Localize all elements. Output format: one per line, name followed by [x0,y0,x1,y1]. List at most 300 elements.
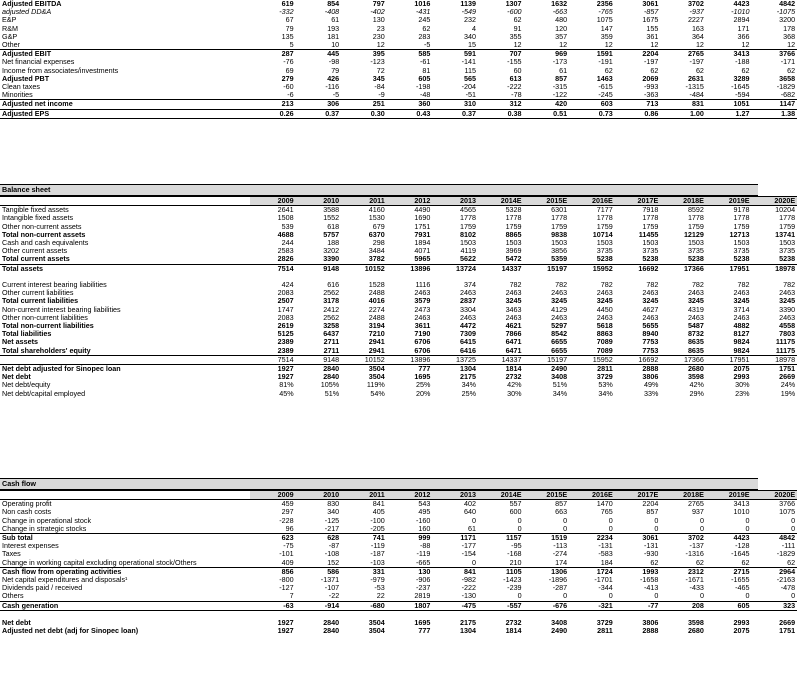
value-cell: -344 [598,583,613,593]
row-label: Income from associates/investments [2,65,119,75]
value-cell: 616 [327,280,340,290]
value-cell: 1778 [733,213,750,223]
income-row [0,41,797,50]
value-cell: 2715 [706,567,752,576]
value-cell: 1778 [459,213,476,223]
value-cell: 0.86 [615,109,661,118]
value-cell: 1591 [569,50,615,59]
value-cell: -1645 [731,549,750,559]
value-cell: 1751 [752,365,797,374]
balance-sheet-title: Balance sheet [0,184,758,196]
value-cell: 857 [646,507,659,517]
value-cell: -187 [370,549,385,559]
value-cell: 782 [646,280,659,290]
value-cell: 5618 [596,321,613,331]
income-row [0,100,797,109]
value-cell: 1157 [478,534,524,543]
row-label: Change in strategic stocks [2,523,87,533]
value-cell: 8635 [687,345,704,355]
value-cell: 3245 [596,296,613,306]
value-cell: -48 [419,90,431,100]
value-cell: 603 [569,100,615,109]
value-cell: 3806 [642,618,659,628]
value-cell: -154 [461,549,476,559]
value-cell: 12 [513,40,522,50]
value-cell: 2075 [706,365,752,374]
value-cell: -315 [552,82,568,92]
value-cell: 713 [615,100,661,109]
value-cell: -1316 [685,549,704,559]
value-cell: 19% [780,388,796,398]
value-cell: 2473 [414,304,431,314]
value-cell: 7866 [505,329,522,339]
value-cell: 1759 [505,221,522,231]
value-cell: 232 [463,15,476,25]
value-cell: 0 [654,591,659,601]
value-cell: 5 [289,40,294,50]
value-cell: 6706 [414,345,431,355]
value-cell: 2941 [368,345,385,355]
value-cell: 1075 [779,507,796,517]
row-label [0,610,250,619]
value-cell: 2490 [551,626,568,636]
value-cell: -615 [598,82,613,92]
value-cell: -119 [416,549,431,559]
value-cell: 4071 [414,246,431,256]
value-cell: -198 [415,82,431,92]
value-cell: 174 [555,557,568,567]
value-cell: 1508 [277,213,294,223]
value-cell: -1655 [731,575,750,585]
value-cell: 1778 [687,213,704,223]
value-cell: -155 [507,57,522,67]
row-label: Adjusted net debt (adj for Sinopec loan) [2,626,139,636]
value-cell: 623 [250,534,296,543]
value-cell: 3061 [615,534,661,543]
value-cell: -6 [287,90,294,100]
balance-row [0,390,797,398]
value-cell: 3579 [414,296,431,306]
value-cell: -100 [370,515,385,525]
value-cell: -413 [643,583,659,593]
value-cell: 2680 [660,365,706,374]
value-cell: 3729 [596,372,613,382]
value-cell: -1645 [731,82,750,92]
row-label: Other non-current liabilities [2,312,88,322]
value-cell: 310 [432,100,478,109]
value-cell: 4558 [779,321,796,331]
value-cell: 1778 [551,213,568,223]
balance-row [0,314,797,322]
value-cell: -204 [461,82,476,92]
value-cell: 62 [741,557,750,567]
value-cell: 6655 [551,345,568,355]
value-cell: -1075 [776,7,796,17]
row-label: Adjusted EBIT [0,50,250,59]
value-cell: -78 [511,90,522,100]
value-cell: 5297 [551,321,568,331]
row-label: Others [2,591,24,601]
value-cell: 5487 [687,321,704,331]
income-row [0,58,797,66]
value-cell: 1695 [414,372,431,382]
balance-row [0,381,797,389]
value-cell: -88 [419,541,431,551]
value-cell: 2837 [459,296,476,306]
value-cell: 178 [783,23,796,33]
value-cell: 51% [552,380,568,390]
year-header-cell: 2015E [524,491,570,500]
value-cell: -433 [689,583,704,593]
row-label: Net assets [2,337,38,347]
value-cell: 9824 [733,337,750,347]
value-cell: 22 [376,591,385,601]
value-cell: 2463 [687,288,704,298]
value-cell: 62 [604,65,613,75]
value-cell: -63 [250,601,296,610]
value-cell: -75 [283,541,294,551]
value-cell: 4842 [779,0,796,8]
value-cell: 591 [432,50,478,59]
value-cell: 61 [467,523,476,533]
value-cell: 663 [555,507,568,517]
value-cell: 0 [699,515,704,525]
value-cell: 3463 [505,304,522,314]
value-cell: 7514 [250,264,296,273]
value-cell: 2227 [687,15,704,25]
value-cell: 4882 [733,321,750,331]
balance-row [0,223,797,231]
value-cell: 424 [281,280,294,290]
value-cell: -76 [283,57,294,67]
value-cell: 5328 [505,205,522,215]
value-cell: 8863 [596,329,613,339]
value-cell: -937 [689,7,704,17]
value-cell: -1010 [731,7,750,17]
value-cell: -363 [643,90,659,100]
value-cell: 14337 [478,355,524,364]
value-cell: 4423 [733,0,750,8]
year-header-cell: 2013 [432,197,478,206]
value-cell: -61 [419,57,431,67]
value-cell: 2819 [414,591,431,601]
value-cell: 163 [691,23,704,33]
value-cell: 1519 [524,534,570,543]
value-cell: 12 [604,40,613,50]
value-cell: 312 [478,100,524,109]
value-cell: -101 [279,549,294,559]
value-cell: 30% [507,388,522,398]
value-cell: 565 [463,73,476,83]
value-cell: 2463 [459,312,476,322]
value-cell: 3735 [779,246,796,256]
value-cell: 345 [372,73,385,83]
row-label: Cash generation [0,601,250,610]
value-cell: 9824 [733,345,750,355]
cashflow-row [0,576,797,584]
value-cell: 405 [372,507,385,517]
value-cell: 1759 [596,221,613,231]
value-cell: 1552 [323,213,340,223]
value-cell: 741 [341,534,387,543]
value-cell: 3735 [687,246,704,256]
value-cell: 0 [654,523,659,533]
value-cell: 81% [279,380,294,390]
value-cell: 4842 [752,534,797,543]
value-cell: 3061 [642,0,659,8]
value-cell: 10152 [341,264,387,273]
value-cell: 34% [598,388,613,398]
value-cell: -663 [552,7,568,17]
value-cell: 3766 [779,499,796,509]
value-cell: -171 [780,57,796,67]
row-label: Adjusted PBT [2,73,50,83]
value-cell: -84 [374,82,385,92]
value-cell: 33% [643,388,659,398]
year-header-cell: 2018E [660,491,706,500]
value-cell: 782 [691,280,704,290]
value-cell: 2083 [277,288,294,298]
value-cell: 251 [341,100,387,109]
value-cell: 1528 [368,280,385,290]
value-cell: 0 [517,523,522,533]
value-cell: -51 [465,90,476,100]
value-cell: 2840 [323,626,340,636]
value-cell: 3245 [505,296,522,306]
value-cell: -1701 [594,575,613,585]
value-cell: 1075 [596,15,613,25]
value-cell: 2631 [687,73,704,83]
value-cell: -676 [524,601,570,610]
value-cell: 4423 [706,534,752,543]
value-cell: 765 [600,507,613,517]
value-cell: -2163 [776,575,796,585]
value-cell: 1503 [779,238,796,248]
value-cell: 17366 [660,355,706,364]
row-label: Other non-current assets [2,221,82,231]
value-cell: 3735 [642,246,659,256]
value-cell: 62 [741,65,750,75]
value-cell: 4565 [459,205,476,215]
row-label: Operating profit [2,499,52,509]
value-cell: 3504 [368,626,385,636]
income-row [0,75,797,83]
year-header-cell: 2014E [478,491,524,500]
value-cell: -465 [735,583,750,593]
value-cell: 1927 [277,372,294,382]
value-cell: 0.43 [387,109,433,118]
value-cell: 3245 [687,296,704,306]
value-cell: 2075 [733,626,750,636]
value-cell: 2811 [569,365,615,374]
year-header-cell: 2019E [706,491,752,500]
value-cell: 3289 [733,73,750,83]
value-cell: 34% [552,388,568,398]
value-cell: 135 [281,31,294,41]
value-cell: 3408 [551,618,568,628]
value-cell: -127 [279,583,294,593]
value-cell: 8592 [687,205,704,215]
value-cell: -583 [598,549,613,559]
row-label: Cash flow from operating activities [0,567,250,576]
value-cell: 147 [600,23,613,33]
balance-row [0,273,797,281]
value-cell: 2312 [660,567,706,576]
value-cell: 2356 [596,0,613,8]
value-cell: 5655 [642,321,659,331]
value-cell: 3714 [733,304,750,314]
value-cell: 937 [691,507,704,517]
row-label: Total non-current liabilities [2,321,94,331]
income-row [0,8,797,16]
value-cell: 5238 [596,254,613,264]
value-cell: -402 [370,7,385,17]
value-cell: 13741 [775,229,796,239]
value-cell: 2463 [733,312,750,322]
value-cell: 8865 [505,229,522,239]
value-cell: 7 [289,591,294,601]
value-cell: 3588 [323,205,340,215]
value-cell: 2765 [660,50,706,59]
value-cell: 1927 [277,618,294,628]
value-cell: 0 [517,515,522,525]
value-cell: 23 [376,23,385,33]
value-cell: 340 [327,507,340,517]
value-cell: 15 [467,40,476,50]
value-cell: 15952 [569,264,615,273]
value-cell: 4490 [414,205,431,215]
value-cell: 2583 [277,246,294,256]
value-cell: 5238 [779,254,796,264]
value-cell: 0 [563,591,568,601]
value-cell: 2204 [615,50,661,59]
row-label: Net capital expenditures and disposals¹ [2,575,128,585]
value-cell: 3413 [706,50,752,59]
value-cell: 4627 [642,304,659,314]
income-row [0,109,797,118]
value-cell: 1503 [505,238,522,248]
value-cell: 7803 [779,329,796,339]
value-cell: 96 [285,523,294,533]
value-cell: 8102 [459,229,476,239]
row-label: R&M [2,23,18,33]
row-label: Adjusted EBITDA [2,0,62,8]
year-header-cell: 2020E [752,197,797,206]
value-cell: -1829 [776,549,796,559]
value-cell: 210 [509,557,522,567]
value-cell: -95 [511,541,522,551]
value-cell: 29% [689,388,704,398]
value-cell: 8542 [551,329,568,339]
value-cell: 0 [745,591,750,601]
value-cell: 62 [650,557,659,567]
value-cell: 2234 [569,534,615,543]
value-cell: 3245 [642,296,659,306]
value-cell: 782 [555,280,568,290]
value-cell: 2488 [368,312,385,322]
value-cell: 245 [418,15,431,25]
value-cell: 1675 [642,15,659,25]
value-cell: 1.00 [660,109,706,118]
value-cell: 3245 [733,296,750,306]
value-cell: 2562 [323,312,340,322]
value-cell: 2463 [551,312,568,322]
value-cell: 969 [524,50,570,59]
value-cell: -1829 [776,82,796,92]
row-label: Other current assets [2,246,68,256]
value-cell: 6416 [459,345,476,355]
cashflow-year-header [0,491,797,500]
value-cell: 2765 [687,499,704,509]
value-cell: 3658 [779,73,796,83]
value-cell: 323 [752,601,797,610]
value-cell: -111 [781,541,796,551]
value-cell: 2888 [642,626,659,636]
value-cell: 2069 [642,73,659,83]
value-cell: 25% [461,388,476,398]
income-statement-section [0,0,796,119]
value-cell: 14337 [478,264,524,273]
row-label: Total current assets [2,254,70,264]
value-cell: 4 [471,23,476,33]
value-cell: -119 [370,541,385,551]
value-cell: 1759 [733,221,750,231]
year-header-cell: 2009 [250,491,296,500]
income-statement-table [0,0,797,119]
value-cell: -87 [328,541,340,551]
balance-row [0,239,797,247]
value-cell: 2993 [733,372,750,382]
value-cell: 3504 [368,618,385,628]
value-cell: 2463 [642,312,659,322]
value-cell: -123 [370,57,385,67]
value-cell: 5125 [277,329,294,339]
value-cell: -1371 [320,575,340,585]
value-cell: 3782 [368,254,385,264]
value-cell: 5238 [733,254,750,264]
value-cell: -287 [552,583,568,593]
value-cell: 0 [791,515,796,525]
value-cell: 7190 [414,329,431,339]
value-cell: 3856 [551,246,568,256]
value-cell: 3504 [368,372,385,382]
balance-row [0,373,797,381]
year-header-cell: 2016E [569,197,615,206]
year-header-cell: 2012 [387,197,433,206]
value-cell: 10714 [592,229,613,239]
value-cell: 11175 [775,337,796,347]
value-cell: 5757 [323,229,340,239]
value-cell: 2463 [642,288,659,298]
row-label: Net debt [2,372,31,382]
value-cell: 1530 [368,213,385,223]
row-label: Intangible fixed assets [2,213,74,223]
value-cell: 1814 [505,626,522,636]
balance-row [0,330,797,338]
value-cell: 79 [285,23,294,33]
value-cell: 18978 [752,355,797,364]
value-cell: 355 [509,31,522,41]
value-cell: 120 [555,23,568,33]
balance-row [0,264,797,273]
value-cell: 2993 [733,618,750,628]
value-cell: 2488 [368,288,385,298]
balance-sheet-section [0,184,796,398]
value-cell: 3484 [368,246,385,256]
value-cell: 445 [296,50,342,59]
value-cell: 3194 [368,321,385,331]
value-cell: 7309 [459,329,476,339]
